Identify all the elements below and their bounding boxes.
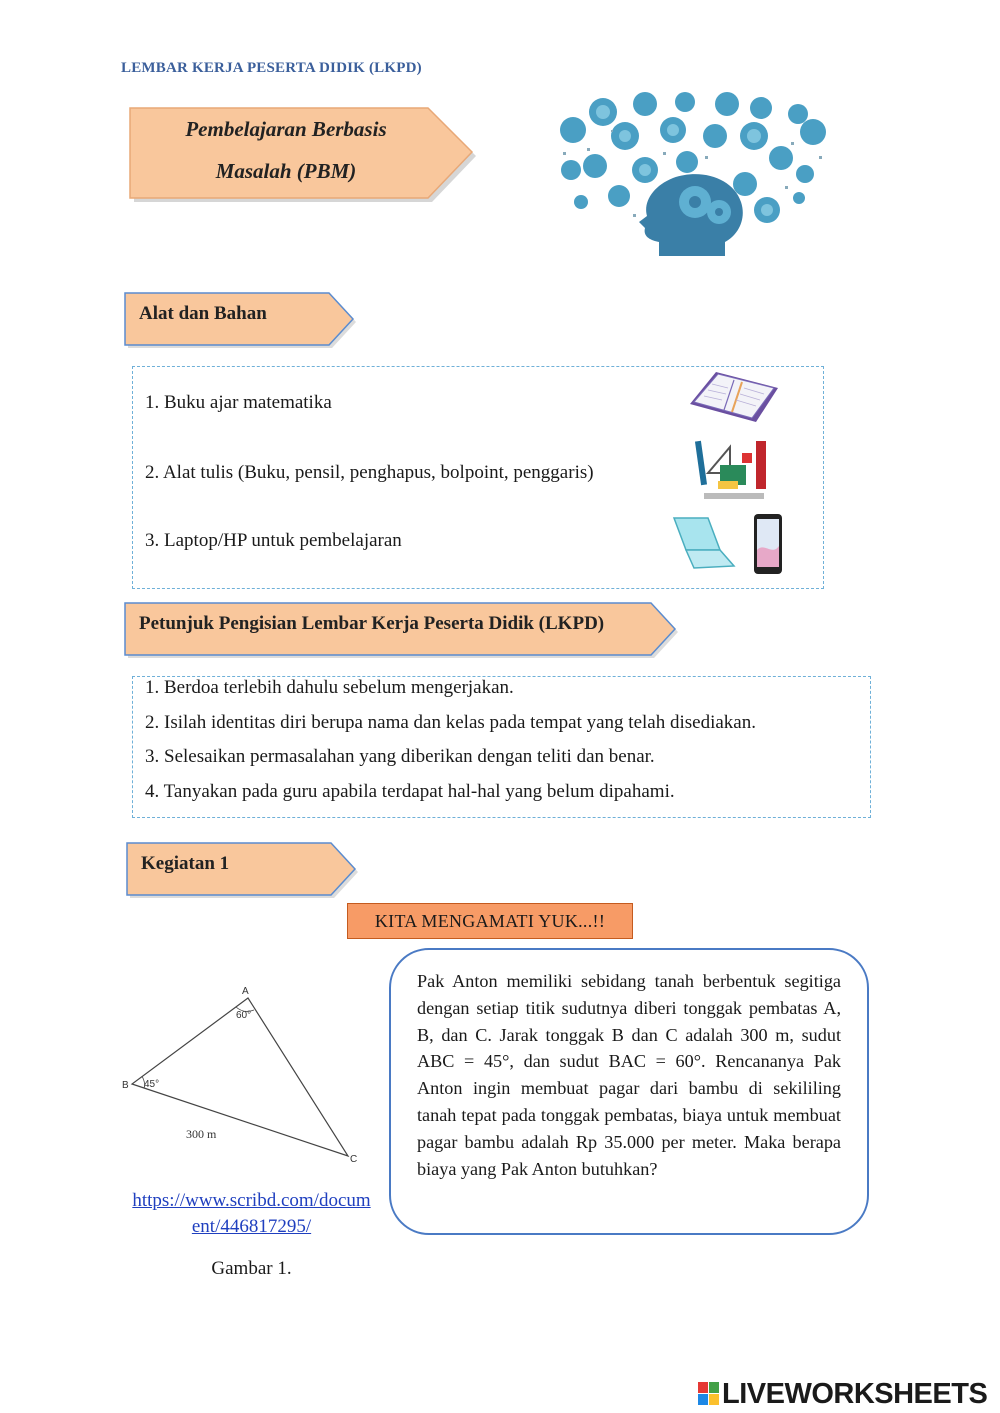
- alat-title: Alat dan Bahan: [139, 303, 267, 324]
- vertex-b-label: B: [122, 1080, 129, 1091]
- petunjuk-item-1: 1. Berdoa terlebih dahulu sebelum mengerjakan.: [145, 677, 514, 698]
- stationery-icon: [694, 437, 780, 507]
- source-link-line2: ent/446817295/: [191, 1216, 312, 1237]
- petunjuk-item-4: 4. Tanyakan pada guru apabila terdapat hal-hal yang belum dipahami.: [145, 781, 675, 802]
- brain-head-illustration: [555, 90, 830, 260]
- liveworksheets-text: LIVEWORKSHEETS: [722, 1377, 988, 1410]
- petunjuk-item-2: 2. Isilah identitas diri berupa nama dan kelas pada tempat yang telah disediakan.: [145, 712, 756, 733]
- kegiatan-banner: [124, 840, 364, 902]
- petunjuk-item-3: 3. Selesaikan permasalahan yang diberikan dengan teliti dan benar.: [145, 746, 655, 767]
- alat-item-2: 2. Alat tulis (Buku, pensil, penghapus, bolpoint, penggaris): [145, 462, 594, 483]
- triangle-shape: [132, 998, 348, 1156]
- pbm-banner: [126, 104, 482, 206]
- kita-mengamati-label: KITA MENGAMATI YUK...!!: [347, 903, 633, 939]
- vertex-a-label: A: [242, 986, 249, 997]
- pbm-title-line2: Masalah (PBM): [215, 159, 357, 183]
- angle-a-label: 60°: [236, 1010, 252, 1021]
- alat-item-1: 1. Buku ajar matematika: [145, 392, 332, 413]
- angle-b-label: 45°: [144, 1079, 160, 1090]
- phone-icon: [752, 512, 784, 576]
- book-icon: [686, 366, 782, 428]
- alat-banner: [122, 290, 362, 352]
- source-link[interactable]: [110, 1188, 393, 1240]
- petunjuk-title: Petunjuk Pengisian Lembar Kerja Peserta Didik (LKPD): [139, 613, 605, 634]
- petunjuk-banner: [122, 600, 684, 662]
- story-text: Pak Anton memiliki sebidang tanah berbentuk segitiga dengan setiap titik sudutnya diberi tonggak pembatas A, B, dan C. Jarak tonggak B dan C adalah 300 m, sudut ABC = 45°, dan sudut BAC = 60°. Rencananya Pak Anton ingin membuat pagar dari bambu di sekililing tanah tepat pada tonggak pembatas, biaya untuk membuat pagar bambu adalah Rp 35.000 per meter. Maka berapa biaya yang Pak Anton butuhkan?: [417, 971, 841, 1179]
- laptop-icon: [668, 514, 738, 572]
- source-link-line1: https://www.scribd.com/docum: [132, 1190, 371, 1211]
- side-bc-label: 300 m: [186, 1127, 217, 1141]
- figure-caption: Gambar 1.: [211, 1258, 292, 1279]
- kegiatan-title: Kegiatan 1: [141, 853, 230, 874]
- liveworksheets-badge-icon: [698, 1381, 720, 1407]
- triangle-figure: [118, 980, 368, 1170]
- document-header: LEMBAR KERJA PESERTA DIDIK (LKPD): [121, 60, 422, 76]
- liveworksheets-logo: [698, 1378, 987, 1410]
- alat-item-3: 3. Laptop/HP untuk pembelajaran: [145, 530, 402, 551]
- vertex-c-label: C: [350, 1154, 358, 1165]
- pbm-title-line1: Pembelajaran Berbasis: [185, 117, 387, 141]
